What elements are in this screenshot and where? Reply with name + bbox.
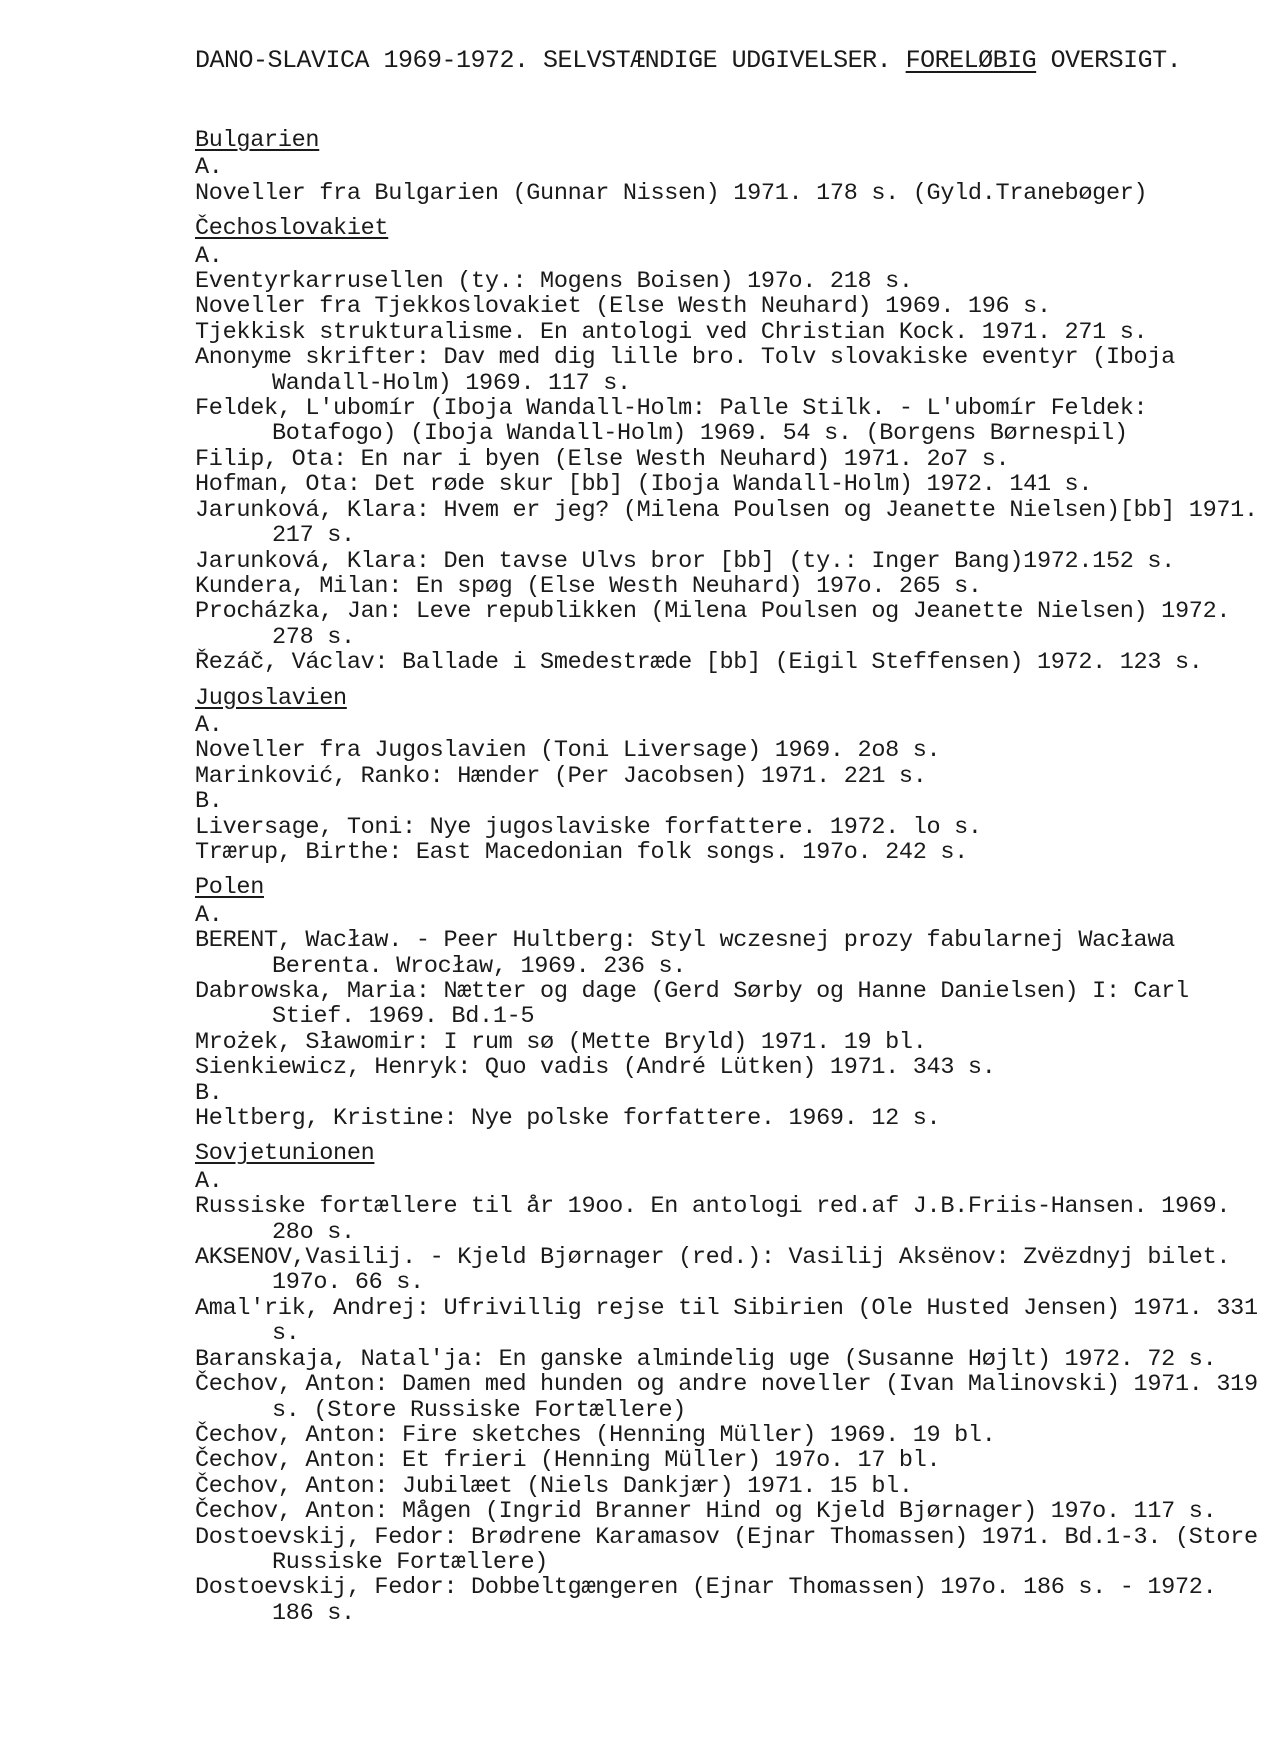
bibliography-entry: BERENT, Wacław. - Peer Hultberg: Styl wczesnej prozy fabularnej Wacława Berenta. Wrocław, 1969. 236 s. (195, 927, 1189, 980)
bibliography-entry: Čechov, Anton: Damen med hunden og andre noveller (Ivan Malinovski) 1971. 319 s. (Store Russiske Fortællere) (195, 1371, 1272, 1424)
bibliography-entry: AKSENOV,Vasilij. - Kjeld Bjørnager (red.): Vasilij Aksënov: Zvëzdnyj bilet. 197o. 66 s. (195, 1244, 1244, 1297)
bibliography-entry: Feldek, L'ubomír (Iboja Wandall-Holm: Palle Stilk. - L'ubomír Feldek: Botafogo) (Iboja Wandall-Holm) 1969. 54 s. (Borgens Børnespil) (195, 395, 1162, 448)
section-title: Čechoslovakiet (195, 215, 389, 243)
group-label: B. (195, 788, 223, 816)
bibliography-entry: Russiske fortællere til år 19oo. En antologi red.af J.B.Friis-Hansen. 1969. 28o s. (195, 1193, 1244, 1246)
bibliography-entry: Amal'rik, Andrej: Ufrivillig rejse til Sibirien (Ole Husted Jensen) 1971. 331 s. (195, 1294, 1272, 1348)
section-spacer (195, 1626, 1265, 1632)
bibliography-entry: Noveller fra Jugoslavien (Toni Liversage) 1969. 2o8 s. (195, 737, 941, 765)
group-label: B. (195, 1079, 223, 1107)
section-title: Jugoslavien (195, 684, 347, 712)
group-label: A. (195, 242, 223, 270)
section (195, 682, 1265, 872)
section-title: Sovjetunionen (195, 1140, 375, 1168)
bibliography-entry: Anonyme skrifter: Dav med dig lille bro. Tolv slovakiske eventyr (Iboja Wandall-Holm) 1969. 117 s. (195, 344, 1189, 397)
bibliography-entry: Eventyrkarrusellen (ty.: Mogens Boisen) 197o. 218 s. (195, 268, 913, 296)
bibliography-entry: Heltberg, Kristine: Nye polske forfattere. 1969. 12 s. (195, 1105, 941, 1133)
group-label: A. (195, 711, 223, 739)
title-underlined-word: FORELØBIG (905, 46, 1037, 75)
bibliography-entry: Čechov, Anton: Et frieri (Henning Müller) 197o. 17 bl. (195, 1447, 941, 1475)
bibliography-entry: Procházka, Jan: Leve republikken (Milena Poulsen og Jeanette Nielsen) 1972. 278 s. (195, 598, 1244, 651)
bibliography-entry: Noveller fra Bulgarien (Gunnar Nissen) 1971. 178 s. (Gyld.Tranebøger) (195, 179, 1148, 207)
bibliography-entry: Čechov, Anton: Fire sketches (Henning Müller) 1969. 19 bl. (195, 1421, 996, 1449)
bibliography-entry: Mrożek, Sławomir: I rum sø (Mette Bryld) 1971. 19 bl. (195, 1028, 927, 1056)
section-title: Bulgarien (195, 127, 320, 154)
bibliography-entry: Liversage, Toni: Nye jugoslaviske forfattere. 1972. lo s. (195, 813, 982, 841)
bibliography-entry: Marinković, Ranko: Hænder (Per Jacobsen) 1971. 221 s. (195, 762, 927, 790)
title-part-1: DANO-SLAVICA 1969-1972. SELVSTÆNDIGE UDGIVELSER. (195, 46, 906, 75)
bibliography-list (195, 124, 1272, 1632)
bibliography-entry: Noveller fra Tjekkoslovakiet (Else Westh Neuhard) 1969. 196 s. (195, 293, 1051, 321)
bibliography-entry: Čechov, Anton: Jubilæet (Niels Dankjær) 1971. 15 bl. (195, 1472, 913, 1500)
bibliography-entry: Jarunková, Klara: Den tavse Ulvs bror [bb] (ty.: Inger Bang)1972.152 s. (195, 547, 1175, 575)
bibliography-entry: Dabrowska, Maria: Nætter og dage (Gerd Sørby og Hanne Danielsen) I: Carl Stief. 1969. Bd.1-5 (195, 978, 1203, 1031)
group-label: A. (195, 154, 223, 182)
section (195, 1137, 1272, 1632)
bibliography-entry: Čechov, Anton: Mågen (Ingrid Branner Hind og Kjeld Bjørnager) 197o. 117 s. (195, 1498, 1217, 1526)
section (195, 212, 1272, 681)
bibliography-entry: Jarunková, Klara: Hvem er jeg? (Milena Poulsen og Jeanette Nielsen)[bb] 1971. 217 s. (195, 496, 1272, 550)
document-title (195, 46, 1181, 75)
bibliography-entry: Dostoevskij, Fedor: Brødrene Karamasov (Ejnar Thomassen) 1971. Bd.1-3. (Store Russiske Fortællere) (195, 1523, 1272, 1576)
title-part-2: OVERSIGT. (1036, 46, 1182, 75)
bibliography-entry: Trærup, Birthe: East Macedonian folk songs. 197o. 242 s. (195, 838, 968, 866)
section-title: Polen (195, 874, 265, 902)
section (195, 871, 1265, 1137)
bibliography-entry: Dostoevskij, Fedor: Dobbeltgængeren (Ejnar Thomassen) 197o. 186 s. - 1972. 186 s. (195, 1574, 1231, 1627)
bibliography-entry: Tjekkisk strukturalisme. En antologi ved Christian Kock. 1971. 271 s. (195, 318, 1148, 346)
group-label: A. (195, 1167, 223, 1195)
bibliography-entry: Kundera, Milan: En spøg (Else Westh Neuhard) 197o. 265 s. (195, 572, 982, 600)
group-label: A. (195, 901, 223, 929)
bibliography-entry: Řezáč, Václav: Ballade i Smedestræde [bb] (Eigil Steffensen) 1972. 123 s. (195, 649, 1203, 677)
section (195, 124, 1265, 212)
bibliography-entry: Baranskaja, Natal'ja: En ganske almindelig uge (Susanne Højlt) 1972. 72 s. (195, 1345, 1217, 1373)
bibliography-entry: Hofman, Ota: Det røde skur [bb] (Iboja Wandall-Holm) 1972. 141 s. (195, 471, 1093, 499)
bibliography-entry: Sienkiewicz, Henryk: Quo vadis (André Lütken) 1971. 343 s. (195, 1054, 996, 1082)
bibliography-entry: Filip, Ota: En nar i byen (Else Westh Neuhard) 1971. 2o7 s. (195, 445, 1010, 473)
